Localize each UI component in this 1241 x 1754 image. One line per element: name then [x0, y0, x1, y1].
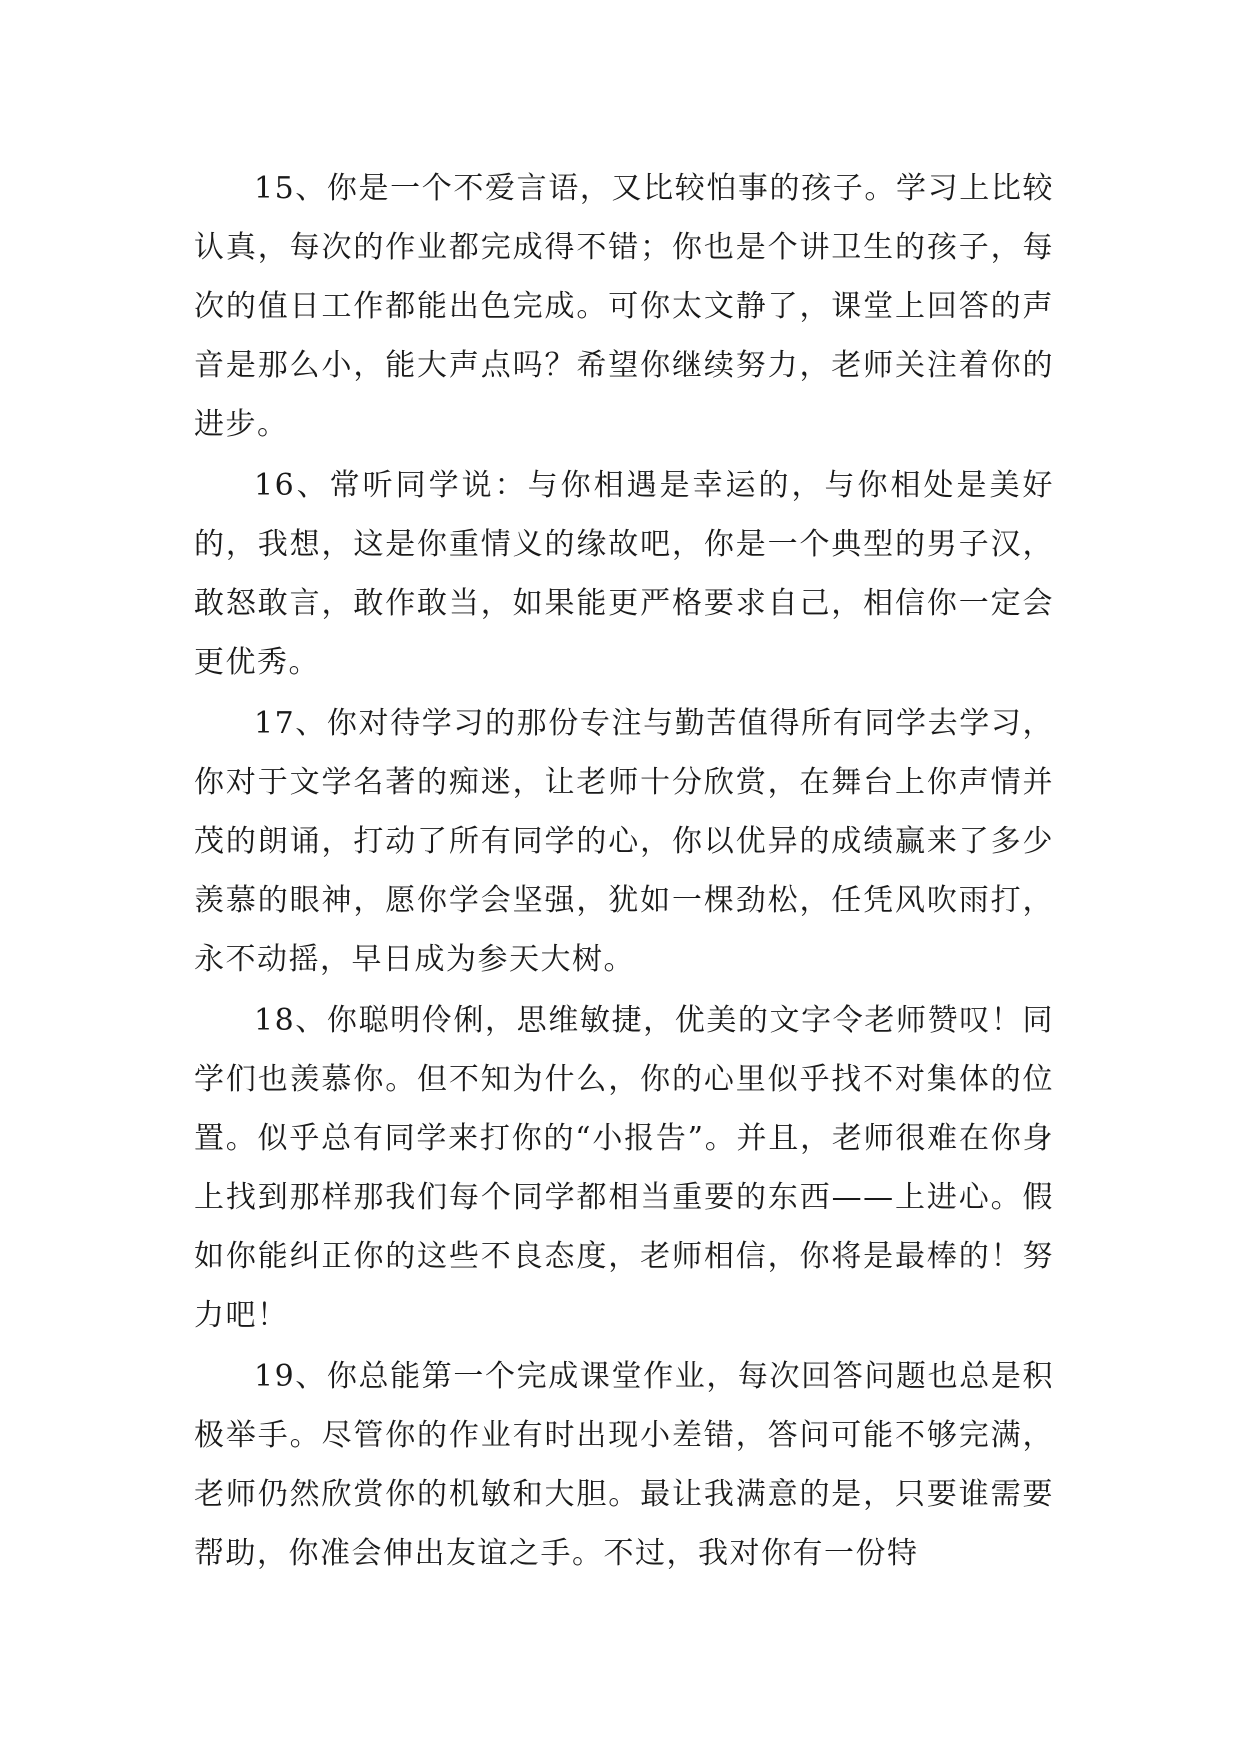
- paragraph-17: 17、你对待学习的那份专注与勤苦值得所有同学去学习，你对于文学名著的痴迷，让老师十分欣赏，在舞台上你声情并茂的朗诵，打动了所有同学的心，你以优异的成绩赢来了多少羡慕的眼神，愿你学会坚强，犹如一棵劲松，任凭风吹雨打，永不动摇，早日成为参天大树。: [194, 706, 1054, 977]
- paragraph-18: 18、你聪明伶俐，思维敏捷，优美的文字令老师赞叹！同学们也羡慕你。但不知为什么，你的心里似乎找不对集体的位置。似乎总有同学来打你的“小报告”。并且，老师很难在你身上找到那样那我们每个同学都相当重要的东西——上进心。假如你能纠正你的这些不良态度，老师相信，你将是最棒的！努力吧！: [194, 1003, 1054, 1333]
- paragraph-15: 15、你是一个不爱言语，又比较怕事的孩子。学习上比较认真，每次的作业都完成得不错；你也是个讲卫生的孩子，每次的值日工作都能出色完成。可你太文静了，课堂上回答的声音是那么小，能大声点吗？希望你继续努力，老师关注着你的进步。: [194, 171, 1054, 442]
- document-body: [194, 159, 1054, 1585]
- paragraph-19: 19、你总能第一个完成课堂作业，每次回答问题也总是积极举手。尽管你的作业有时出现小差错，答问可能不够完满，老师仍然欣赏你的机敏和大胆。最让我满意的是，只要谁需要帮助，你准会伸出友谊之手。不过，我对你有一份特: [194, 1359, 1054, 1571]
- paragraph-16: 16、常听同学说：与你相遇是幸运的，与你相处是美好的，我想，这是你重情义的缘故吧，你是一个典型的男子汉，敢怒敢言，敢作敢当，如果能更严格要求自己，相信你一定会更优秀。: [194, 468, 1054, 680]
